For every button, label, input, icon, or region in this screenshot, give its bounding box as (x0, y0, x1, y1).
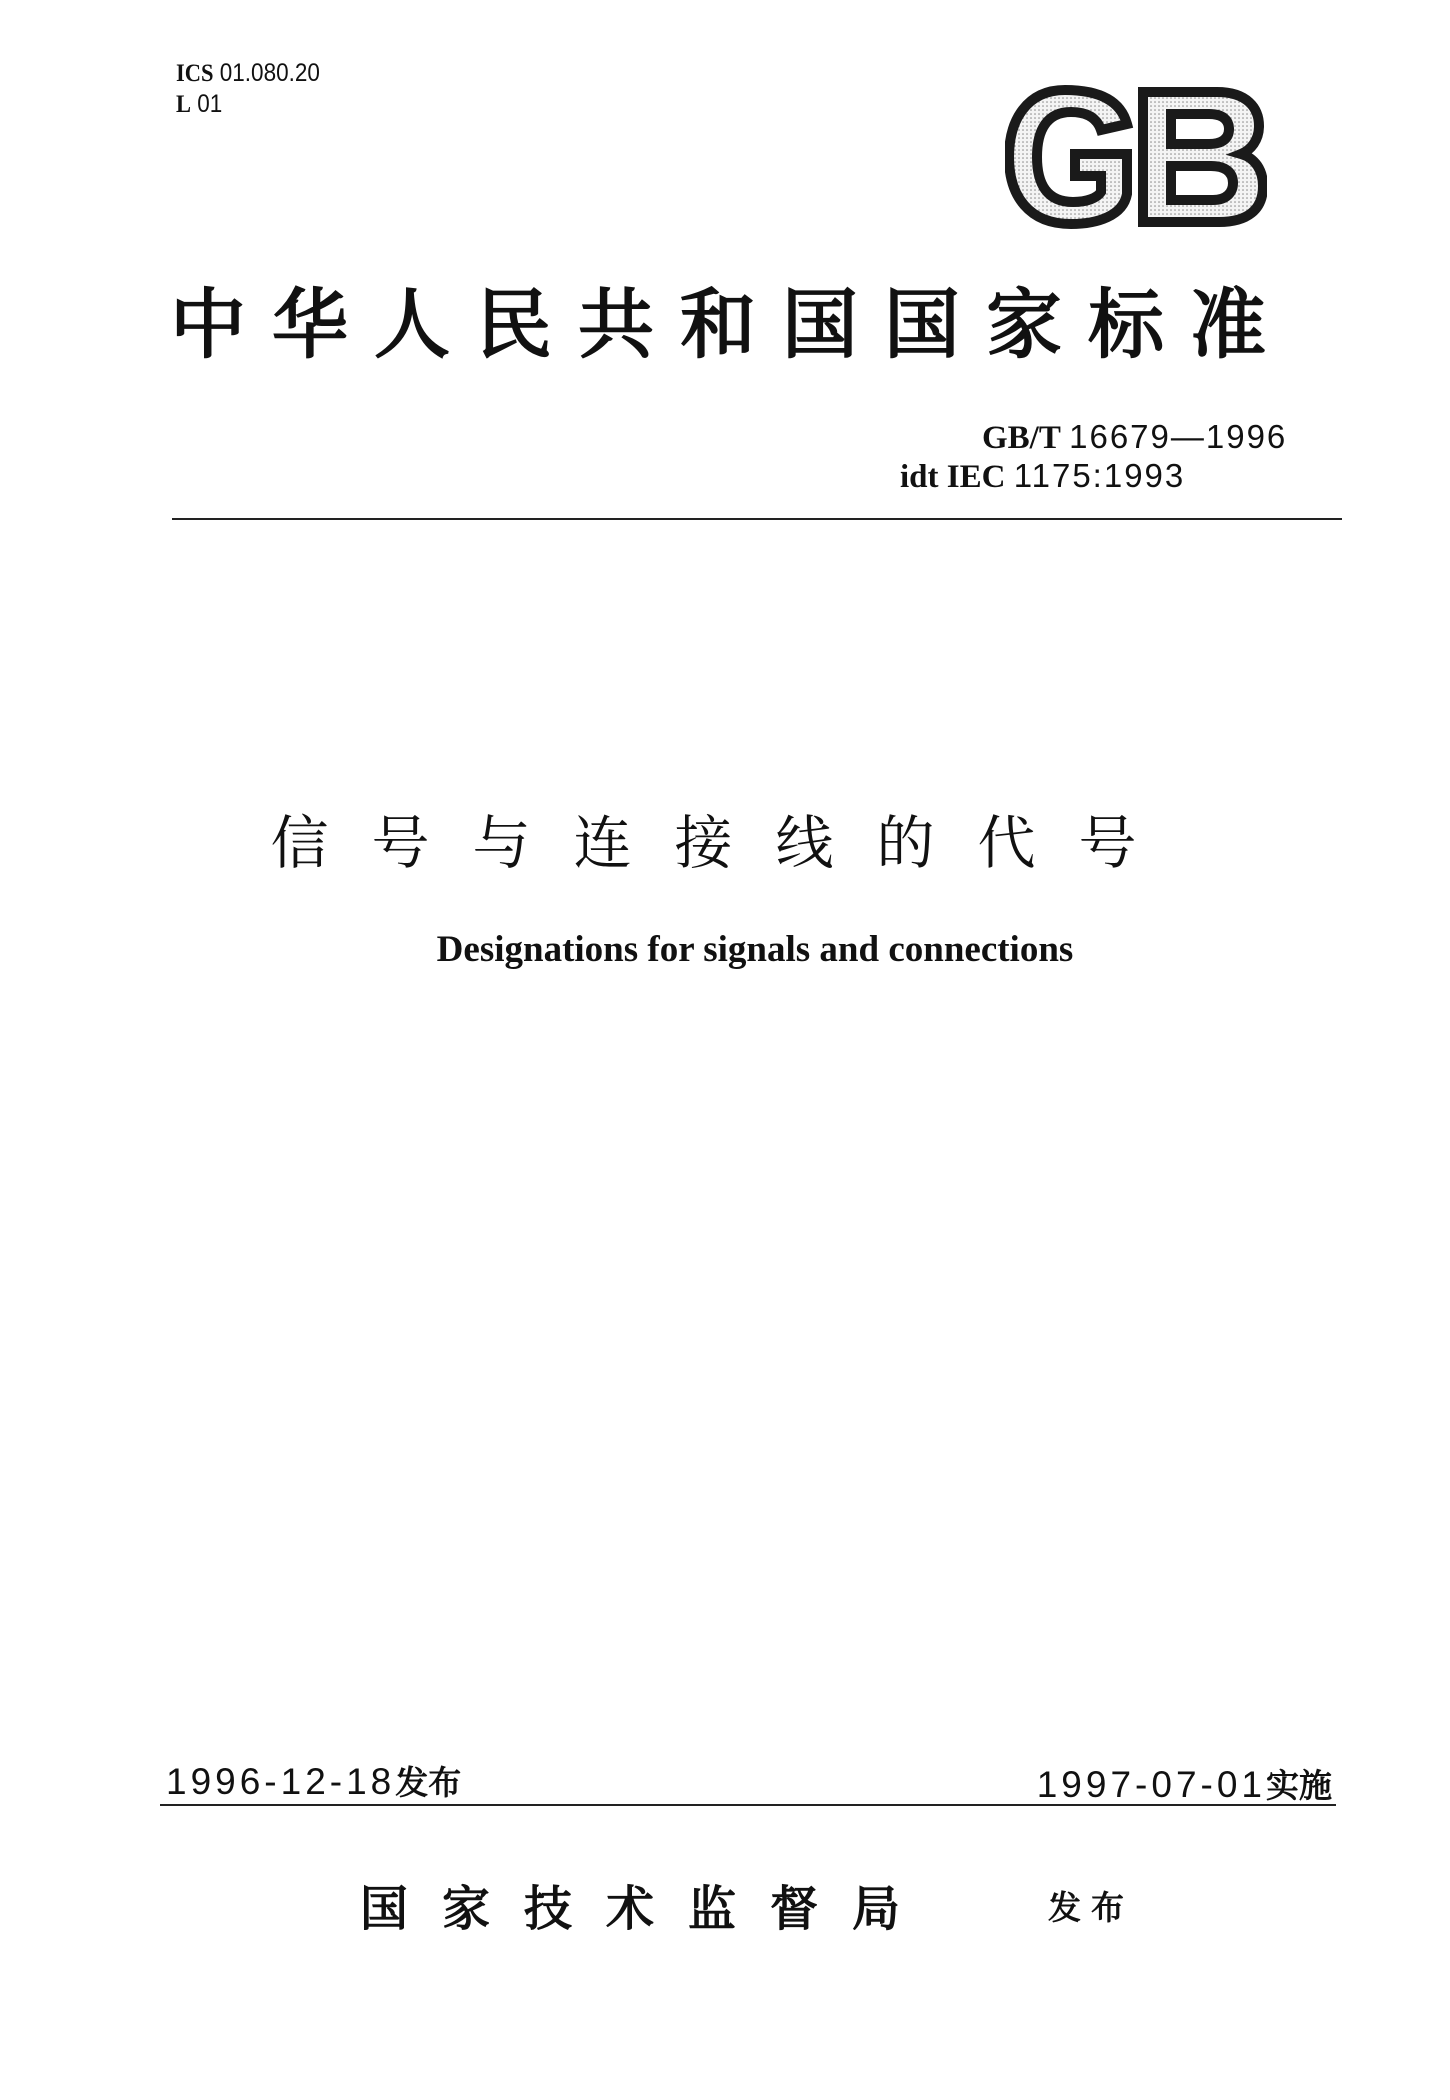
implementation-date (1037, 1760, 1332, 1807)
issue-date-value: 1996-12-18 (166, 1761, 396, 1802)
issue-date-suffix: 发布 (395, 1763, 462, 1802)
bottom-divider (160, 1804, 1336, 1806)
equivalence-line (900, 457, 1332, 496)
top-divider (172, 518, 1342, 520)
equivalence-number: 1175:1993 (1013, 457, 1186, 494)
ics-line (176, 58, 320, 89)
national-standard-heading: 中华人民共和国国家标准 (170, 280, 1292, 369)
equivalence-prefix: idt IEC (900, 459, 1006, 495)
standard-number-block (900, 418, 1332, 496)
implementation-date-value: 1997-07-01 (1036, 1764, 1266, 1805)
l-code: 01 (197, 90, 223, 118)
standard-number-line (900, 418, 1332, 457)
ics-label: ICS (176, 60, 214, 87)
standard-number: 16679—1996 (1069, 418, 1288, 455)
title-chinese: 信号与连接线的代号 (270, 809, 1180, 877)
l-label: L (176, 91, 192, 118)
ics-code: 01.080.20 (219, 59, 320, 87)
l-line (176, 89, 320, 120)
issuer-suffix: 发布 (1048, 1888, 1134, 1927)
implementation-date-suffix: 实施 (1266, 1766, 1332, 1805)
issuer-name: 国家技术监督局 (360, 1881, 935, 1937)
standard-number-prefix: GB/T (982, 420, 1061, 456)
gb-logo (1005, 84, 1267, 230)
issue-date (166, 1757, 461, 1804)
classification-codes (176, 58, 320, 120)
title-english: Designations for signals and connections (436, 929, 1074, 970)
